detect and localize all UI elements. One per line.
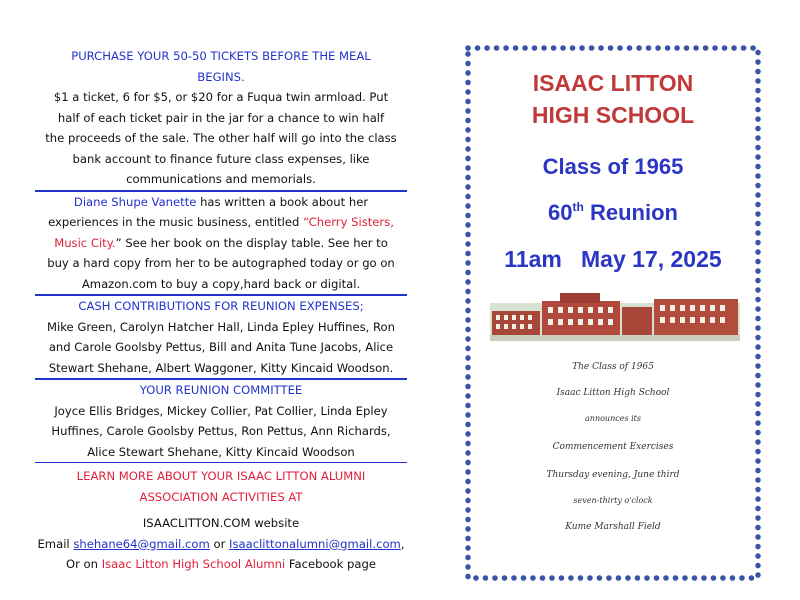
cover-panel xyxy=(464,44,762,582)
email-line: Email shehane64@gmail.com or Isaaclittonalumni@gmail.com, xyxy=(37,536,405,551)
alumni-heading-cont: ASSOCIATION ACTIVITIES AT xyxy=(139,489,303,504)
cash-heading: CASH CONTRIBUTIONS FOR REUNION EXPENSES; xyxy=(78,299,364,313)
book-line: experiences in the music business, entitled “Cherry Sisters, xyxy=(48,215,394,229)
announcement-line: seven-thirty o'clock xyxy=(573,496,653,505)
raffle-text: the proceeds of the sale. The other half will go into the class xyxy=(45,131,397,145)
committee-heading: YOUR REUNION COMMITTEE xyxy=(139,383,303,397)
committee-names: Huffines, Carole Goolsby Pettus, Ron Pettus, Ann Richards, xyxy=(51,424,391,438)
school-name: ISAAC LITTON xyxy=(532,70,694,96)
announcement-line: Isaac Litton High School xyxy=(556,388,670,398)
raffle-heading: PURCHASE YOUR 50-50 TICKETS BEFORE THE MEAL xyxy=(71,49,371,63)
cash-names: and Carole Goolsby Pettus, Bill and Anita Tune Jacobs, Alice xyxy=(48,340,394,354)
raffle-heading-cont: BEGINS. xyxy=(197,69,245,84)
reunion-line: 60th Reunion xyxy=(548,200,678,225)
author-name: Diane Shupe Vanette xyxy=(73,194,197,209)
facebook-page-name: Isaac Litton High School Alumni xyxy=(101,557,286,571)
alumni-email-link[interactable]: Isaaclittonalumni@gmail.com xyxy=(229,536,401,551)
book-title: “Cherry Sisters, xyxy=(303,215,394,229)
cash-names: Mike Green, Carolyn Hatcher Hall, Linda Epley Huffines, Ron xyxy=(47,319,395,334)
info-panel xyxy=(14,46,428,575)
book-line: Music City.” See her book on the display table. See her to xyxy=(54,235,388,250)
raffle-text: half of each ticket pair in the jar for a chance to win half xyxy=(57,110,385,125)
committee-names: Joyce Ellis Bridges, Mickey Collier, Pat Collier, Linda Epley xyxy=(54,403,388,418)
announcement-line: announces its xyxy=(585,414,641,423)
raffle-text: $1 a ticket, 6 for $5, or $20 for a Fuqua twin armload. Put xyxy=(53,90,389,104)
section-divider xyxy=(35,462,407,463)
raffle-text: communications and memorials. xyxy=(126,172,316,186)
book-line: Amazon.com to buy a copy,hard back or digital. xyxy=(81,276,361,291)
committee-names: Alice Stewart Shehane, Kitty Kincaid Woodson xyxy=(87,444,355,459)
raffle-text: bank account to finance future class expenses, like xyxy=(72,151,370,166)
event-datetime: 11am May 17, 2025 xyxy=(504,246,722,272)
facebook-line: Or on Isaac Litton High School Alumni Facebook page xyxy=(65,557,377,571)
cash-names: Stewart Shehane, Albert Waggoner, Kitty Kincaid Woodson. xyxy=(48,360,394,375)
website-line: ISAACLITTON.COM website xyxy=(142,516,300,530)
school-name-cont: HIGH SCHOOL xyxy=(531,102,695,128)
alumni-heading: LEARN MORE ABOUT YOUR ISAAC LITTON ALUMNI xyxy=(76,469,366,483)
announcement-line: Thursday evening, June third xyxy=(546,470,680,480)
announcement-line: Commencement Exercises xyxy=(552,442,674,452)
book-line: Diane Shupe Vanette has written a book about her xyxy=(73,194,369,209)
announcement-line: The Class of 1965 xyxy=(572,362,654,372)
class-year: Class of 1965 xyxy=(542,154,684,179)
book-title: Music City. xyxy=(54,235,116,250)
announcement-line: Kume Marshall Field xyxy=(565,522,661,532)
email-link[interactable]: shehane64@gmail.com xyxy=(73,536,210,551)
book-line: buy a hard copy from her to be autographed today or go on xyxy=(47,256,395,270)
school-building-image xyxy=(490,289,740,341)
